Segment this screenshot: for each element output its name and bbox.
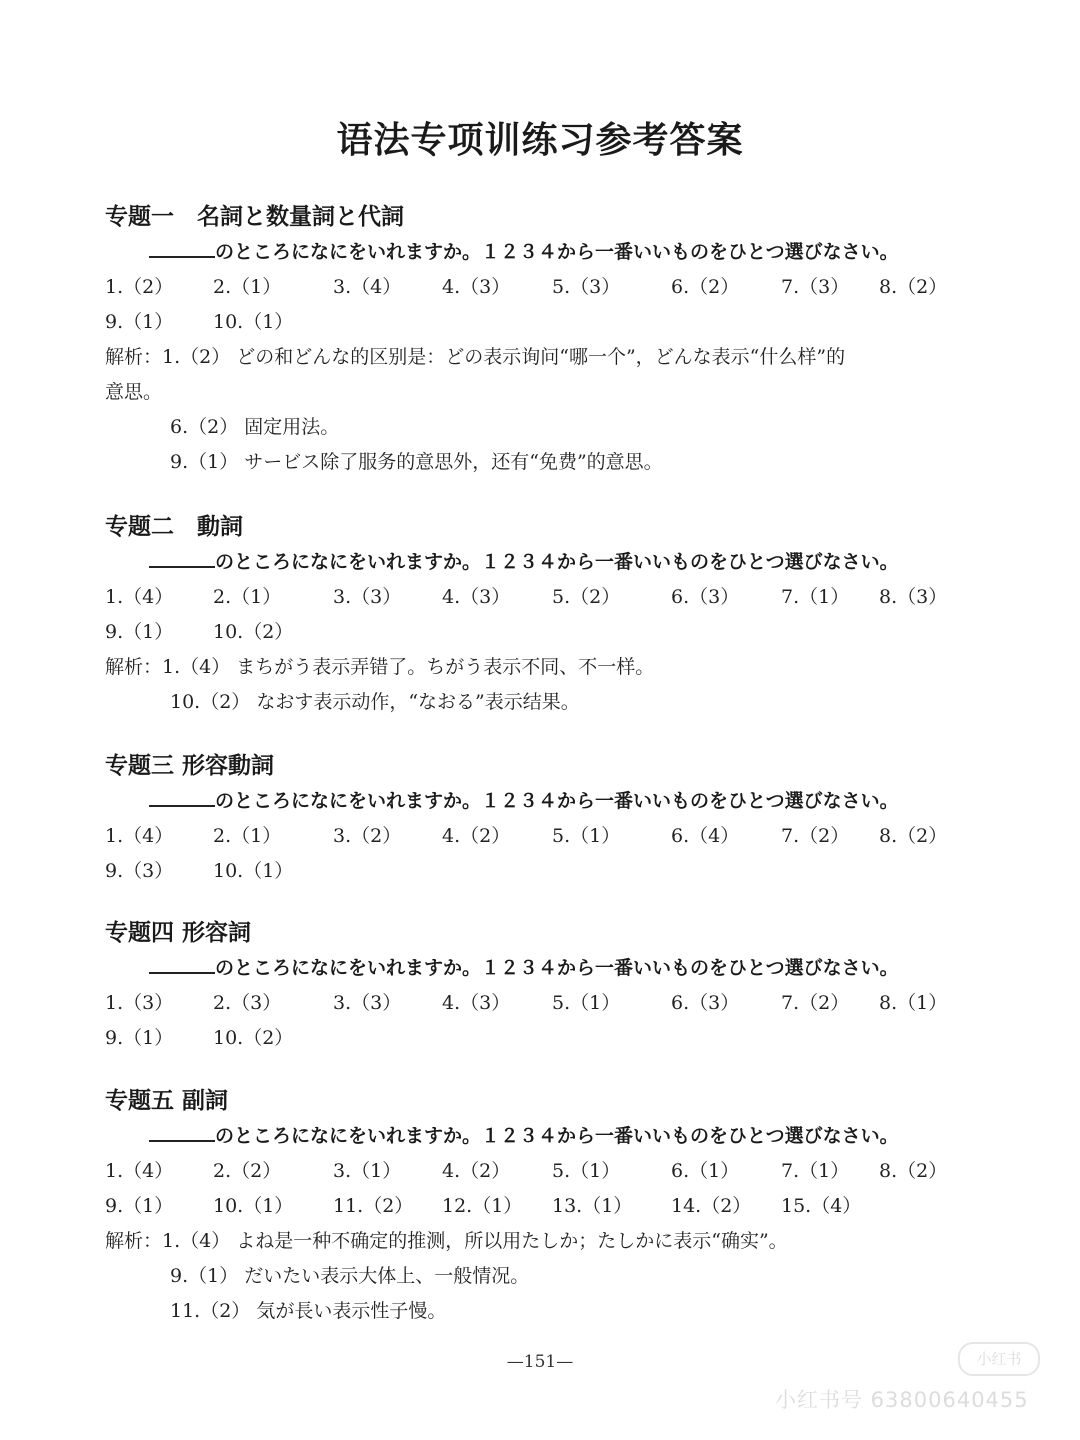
answer-item: 1.（2） xyxy=(105,276,174,298)
answer-item: 8.（2） xyxy=(879,825,948,847)
instruction-text: のところになにをいれますか。１２３４から一番いいものをひとつ選びなさい。 xyxy=(215,241,899,263)
answer-item: 6.（2） xyxy=(671,276,740,298)
answer-item: 8.（3） xyxy=(879,586,948,608)
answer-item: 9.（1） xyxy=(105,621,174,643)
explanation-line: 9.（1） だいたい表示大体上、一般情况。 xyxy=(170,1265,530,1287)
answer-item: 5.（1） xyxy=(552,1160,621,1182)
instruction xyxy=(105,1118,1005,1154)
explanation-line: 9.（1） サービス除了服务的意思外，还有“免费”的意思。 xyxy=(170,451,663,473)
answer-item: 9.（1） xyxy=(105,311,174,333)
answer-row xyxy=(105,270,1005,305)
answer-item: 5.（1） xyxy=(552,825,621,847)
answer-item: 2.（1） xyxy=(213,586,282,608)
explanation-line: 解析：1.（4） よね是一种不确定的推测，所以用たしか；たしかに表示“确实”。 xyxy=(105,1230,788,1252)
answer-row xyxy=(105,305,1005,340)
answer-item: 7.（2） xyxy=(781,992,850,1014)
answer-item: 3.（2） xyxy=(333,825,402,847)
answer-blank xyxy=(149,783,215,807)
answer-item: 7.（3） xyxy=(781,276,850,298)
answer-item: 6.（1） xyxy=(671,1160,740,1182)
answer-item: 10.（1） xyxy=(213,311,294,333)
answer-item: 14.（2） xyxy=(671,1195,752,1217)
answer-item: 10.（2） xyxy=(213,621,294,643)
instruction-text: のところになにをいれますか。１２３４から一番いいものをひとつ選びなさい。 xyxy=(215,1125,899,1147)
answer-blank xyxy=(149,950,215,974)
page-title: 语法专项训练习参考答案 xyxy=(336,120,744,161)
answer-row xyxy=(105,580,1005,615)
answer-item: 4.（3） xyxy=(442,276,511,298)
answer-item: 4.（3） xyxy=(442,586,511,608)
section-2 xyxy=(105,510,1005,720)
watermark-text: 小红书号 63800640455 xyxy=(775,1388,1029,1412)
answer-row xyxy=(105,986,1005,1021)
answer-item: 5.（2） xyxy=(552,586,621,608)
answer-item: 5.（3） xyxy=(552,276,621,298)
answer-item: 4.（2） xyxy=(442,825,511,847)
answer-item: 9.（3） xyxy=(105,860,174,882)
answer-item: 15.（4） xyxy=(781,1195,862,1217)
answer-item: 3.（1） xyxy=(333,1160,402,1182)
answer-row xyxy=(105,819,1005,854)
explanation-line: 解析：1.（2） どの和どんな的区别是：どの表示询问“哪一个”，どんな表示“什么样”的 xyxy=(105,346,846,368)
answer-row xyxy=(105,1021,1005,1056)
instruction xyxy=(105,950,1005,986)
answer-item: 1.（4） xyxy=(105,586,174,608)
instruction-text: のところになにをいれますか。１２３４から一番いいものをひとつ選びなさい。 xyxy=(215,957,899,979)
section-title: 专题四 形容詞 xyxy=(105,920,252,946)
answer-item: 6.（3） xyxy=(671,586,740,608)
answer-item: 1.（3） xyxy=(105,992,174,1014)
answer-blank xyxy=(149,1118,215,1142)
answer-item: 6.（4） xyxy=(671,825,740,847)
instruction-text: のところになにをいれますか。１２３４から一番いいものをひとつ選びなさい。 xyxy=(215,790,899,812)
answer-item: 2.（3） xyxy=(213,992,282,1014)
answer-row xyxy=(105,1189,1005,1224)
answer-item: 8.（1） xyxy=(879,992,948,1014)
page-number: —151— xyxy=(506,1352,574,1372)
section-3 xyxy=(105,749,1005,889)
watermark-badge: 小红书 xyxy=(958,1342,1040,1376)
answer-item: 7.（1） xyxy=(781,1160,850,1182)
answer-item: 10.（1） xyxy=(213,860,294,882)
answer-item: 8.（2） xyxy=(879,1160,948,1182)
answer-item: 2.（1） xyxy=(213,825,282,847)
answer-item: 7.（1） xyxy=(781,586,850,608)
answer-blank xyxy=(149,234,215,258)
instruction xyxy=(105,234,1005,270)
answer-item: 5.（1） xyxy=(552,992,621,1014)
explanation-line: 11.（2） 気が長い表示性子慢。 xyxy=(170,1300,447,1322)
answer-item: 9.（1） xyxy=(105,1027,174,1049)
instruction xyxy=(105,544,1005,580)
answer-item: 4.（2） xyxy=(442,1160,511,1182)
answer-row xyxy=(105,854,1005,889)
section-title: 专题二 動詞 xyxy=(105,514,243,540)
section-4 xyxy=(105,916,1005,1056)
answer-item: 13.（1） xyxy=(552,1195,633,1217)
answer-blank xyxy=(149,544,215,568)
answer-item: 6.（3） xyxy=(671,992,740,1014)
answer-row xyxy=(105,1154,1005,1189)
answer-item: 8.（2） xyxy=(879,276,948,298)
answer-item: 2.（2） xyxy=(213,1160,282,1182)
answer-item: 7.（2） xyxy=(781,825,850,847)
answer-item: 10.（1） xyxy=(213,1195,294,1217)
answer-item: 3.（4） xyxy=(333,276,402,298)
section-title: 专题三 形容動詞 xyxy=(105,753,275,779)
section-title: 专题一 名詞と数量詞と代詞 xyxy=(105,204,404,230)
answer-item: 2.（1） xyxy=(213,276,282,298)
instruction-text: のところになにをいれますか。１２３４から一番いいものをひとつ選びなさい。 xyxy=(215,551,899,573)
instruction xyxy=(105,783,1005,819)
answer-item: 3.（3） xyxy=(333,586,402,608)
section-1 xyxy=(105,200,1005,480)
answer-item: 10.（2） xyxy=(213,1027,294,1049)
answer-row xyxy=(105,615,1005,650)
explanation-line: 6.（2） 固定用法。 xyxy=(170,416,340,438)
answer-item: 3.（3） xyxy=(333,992,402,1014)
section-5 xyxy=(105,1084,1005,1329)
answer-item: 9.（1） xyxy=(105,1195,174,1217)
section-title: 专题五 副詞 xyxy=(105,1088,229,1114)
answer-item: 11.（2） xyxy=(333,1195,414,1217)
answer-item: 1.（4） xyxy=(105,825,174,847)
answer-item: 12.（1） xyxy=(442,1195,523,1217)
explanation-line: 10.（2） なおす表示动作，“なおる”表示结果。 xyxy=(170,691,580,713)
answer-item: 1.（4） xyxy=(105,1160,174,1182)
answer-item: 4.（3） xyxy=(442,992,511,1014)
explanation-line: 解析：1.（4） まちがう表示弄错了。ちがう表示不同、不一样。 xyxy=(105,656,655,678)
explanation-line: 意思。 xyxy=(105,381,163,403)
